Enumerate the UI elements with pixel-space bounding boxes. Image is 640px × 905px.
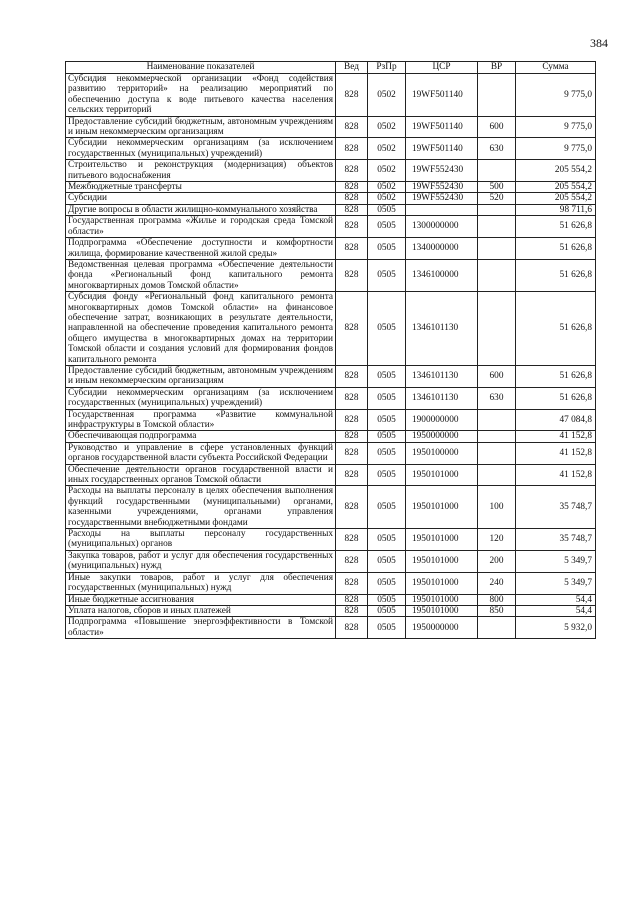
csr-cell: 1950101000 [406,464,478,486]
table-row [66,193,596,204]
vr-cell: 520 [478,193,516,204]
csr-cell: 1346101130 [406,292,478,366]
csr-cell: 1340000000 [406,238,478,260]
vr-cell: 120 [478,529,516,551]
table-row [66,292,596,366]
vr-cell [478,204,516,215]
csr-cell: 1950101000 [406,529,478,551]
rzpr-cell: 0502 [368,116,406,138]
ved-cell: 828 [336,182,368,193]
ved-cell: 828 [336,138,368,160]
table-row [66,617,596,639]
indicator-name-cell: Ведомственная целевая программа «Обеспечение деятельности фонда «Региональный фонд капитального ремонта многоквартирных домов Томской области» [66,259,336,291]
csr-cell: 1950100000 [406,442,478,464]
ved-cell: 828 [336,292,368,366]
ved-cell: 828 [336,442,368,464]
vr-cell: 630 [478,138,516,160]
sum-cell: 5 349,7 [516,572,596,594]
indicator-name-cell: Государственная программа «Развитие коммунальной инфраструктуры в Томской области» [66,409,336,431]
ved-cell: 828 [336,365,368,387]
table-row [66,442,596,464]
indicator-name-cell: Обеспечивающая подпрограмма [66,431,336,442]
sum-cell: 9 775,0 [516,74,596,117]
ved-cell: 828 [336,486,368,529]
table-row [66,259,596,291]
indicator-name-cell: Подпрограмма «Повышение энергоэффективности в Томской области» [66,617,336,639]
rzpr-cell: 0505 [368,486,406,529]
table-row [66,550,596,572]
sum-cell: 51 626,8 [516,259,596,291]
sum-cell: 98 711,6 [516,204,596,215]
indicator-name-cell: Государственная программа «Жилье и городская среда Томской области» [66,216,336,238]
sum-cell: 9 775,0 [516,116,596,138]
vr-cell [478,292,516,366]
ved-cell: 828 [336,160,368,182]
header-rzpr: РзПр [368,62,406,74]
csr-cell: 1346101130 [406,365,478,387]
rzpr-cell: 0505 [368,216,406,238]
vr-cell: 600 [478,365,516,387]
sum-cell: 51 626,8 [516,387,596,409]
csr-cell: 1900000000 [406,409,478,431]
vr-cell: 240 [478,572,516,594]
indicator-name-cell: Межбюджетные трансферты [66,182,336,193]
sum-cell: 51 626,8 [516,365,596,387]
sum-cell: 205 554,2 [516,160,596,182]
vr-cell [478,617,516,639]
csr-cell: 1950101000 [406,572,478,594]
rzpr-cell: 0502 [368,182,406,193]
rzpr-cell: 0505 [368,572,406,594]
rzpr-cell: 0505 [368,550,406,572]
indicator-name-cell: Строительство и реконструкция (модернизация) объектов питьевого водоснабжения [66,160,336,182]
vr-cell: 800 [478,594,516,605]
header-csr: ЦСР [406,62,478,74]
sum-cell: 54,4 [516,605,596,616]
table-header-row [66,62,596,74]
table-row [66,431,596,442]
vr-cell: 500 [478,182,516,193]
table-row [66,572,596,594]
vr-cell [478,259,516,291]
indicator-name-cell: Расходы на выплаты персоналу государственных (муниципальных) органов [66,529,336,551]
ved-cell: 828 [336,529,368,551]
indicator-name-cell: Иные бюджетные ассигнования [66,594,336,605]
table-row [66,138,596,160]
vr-cell: 100 [478,486,516,529]
indicator-name-cell: Обеспечение деятельности органов государственной власти и иных государственных органов Томской области [66,464,336,486]
vr-cell [478,160,516,182]
sum-cell: 5 349,7 [516,550,596,572]
csr-cell: 19WF501140 [406,116,478,138]
rzpr-cell: 0505 [368,617,406,639]
rzpr-cell: 0502 [368,193,406,204]
rzpr-cell: 0505 [368,529,406,551]
csr-cell [406,204,478,215]
vr-cell: 850 [478,605,516,616]
table-row [66,529,596,551]
vr-cell: 200 [478,550,516,572]
table-row [66,464,596,486]
table-row [66,387,596,409]
sum-cell: 51 626,8 [516,238,596,260]
vr-cell [478,409,516,431]
csr-cell: 1950101000 [406,486,478,529]
table-row [66,605,596,616]
indicator-name-cell: Предоставление субсидий бюджетным, автономным учреждениям и иным некоммерческим организациям [66,365,336,387]
indicator-name-cell: Иные закупки товаров, работ и услуг для обеспечения государственных (муниципальных) нужд [66,572,336,594]
sum-cell: 41 152,8 [516,431,596,442]
indicator-name-cell: Субсидии [66,193,336,204]
csr-cell: 1300000000 [406,216,478,238]
indicator-name-cell: Субсидии некоммерческим организациям (за исключением государственных (муниципальных) учреждений) [66,138,336,160]
rzpr-cell: 0505 [368,594,406,605]
sum-cell: 205 554,2 [516,193,596,204]
sum-cell: 5 932,0 [516,617,596,639]
table-row [66,594,596,605]
indicator-name-cell: Подпрограмма «Обеспечение доступности и комфортности жилища, формирование качественной жилой среды» [66,238,336,260]
csr-cell: 1346101130 [406,387,478,409]
sum-cell: 9 775,0 [516,138,596,160]
ved-cell: 828 [336,116,368,138]
rzpr-cell: 0505 [368,259,406,291]
vr-cell [478,238,516,260]
table-row [66,216,596,238]
csr-cell: 1950000000 [406,617,478,639]
indicator-name-cell: Субсидия фонду «Региональный фонд капитального ремонта многоквартирных домов Томской области» на финансовое обеспечение затрат, возникающих в результате деятельности, направленной на обеспечение проведения капитального ремонта общего имущества в многоквартирных домах на территории Томской области и создания условий для формирования фондов капитального ремонта [66,292,336,366]
ved-cell: 828 [336,594,368,605]
ved-cell: 828 [336,193,368,204]
sum-cell: 47 084,8 [516,409,596,431]
indicator-name-cell: Предоставление субсидий бюджетным, автономным учреждениям и иным некоммерческим организациям [66,116,336,138]
rzpr-cell: 0505 [368,409,406,431]
ved-cell: 828 [336,74,368,117]
table-row [66,486,596,529]
page-number: 384 [590,36,608,50]
vr-cell [478,431,516,442]
vr-cell [478,216,516,238]
sum-cell: 41 152,8 [516,464,596,486]
rzpr-cell: 0502 [368,160,406,182]
vr-cell [478,464,516,486]
indicator-name-cell: Субсидия некоммерческой организации «Фонд содействия развитию территорий» на реализацию мероприятий по обеспечению доступа к воде питьевого качества населения сельских территорий [66,74,336,117]
table-row [66,365,596,387]
table-row [66,160,596,182]
sum-cell: 54,4 [516,594,596,605]
rzpr-cell: 0505 [368,464,406,486]
sum-cell: 41 152,8 [516,442,596,464]
ved-cell: 828 [336,259,368,291]
indicator-name-cell: Закупка товаров, работ и услуг для обеспечения государственных (муниципальных) нужд [66,550,336,572]
table-body [66,74,596,639]
indicator-name-cell: Расходы на выплаты персоналу в целях обеспечения выполнения функций государственными (муниципальными) органами, казенными учреждениями, органами управления государственными внебюджетными фондами [66,486,336,529]
sum-cell: 51 626,8 [516,292,596,366]
rzpr-cell: 0505 [368,431,406,442]
csr-cell: 19WF501140 [406,74,478,117]
indicator-name-cell: Уплата налогов, сборов и иных платежей [66,605,336,616]
csr-cell: 1950101000 [406,605,478,616]
rzpr-cell: 0505 [368,365,406,387]
table-row [66,74,596,117]
csr-cell: 1950000000 [406,431,478,442]
ved-cell: 828 [336,605,368,616]
ved-cell: 828 [336,572,368,594]
csr-cell: 19WF552430 [406,182,478,193]
vr-cell: 600 [478,116,516,138]
sum-cell: 51 626,8 [516,216,596,238]
ved-cell: 828 [336,617,368,639]
rzpr-cell: 0505 [368,204,406,215]
vr-cell [478,442,516,464]
csr-cell: 1950101000 [406,550,478,572]
indicator-name-cell: Субсидии некоммерческим организациям (за исключением государственных (муниципальных) учреждений) [66,387,336,409]
vr-cell: 630 [478,387,516,409]
indicator-name-cell: Руководство и управление в сфере установленных функций органов государственной власти субъекта Российской Федерации [66,442,336,464]
ved-cell: 828 [336,204,368,215]
header-sum: Сумма [516,62,596,74]
table-row [66,182,596,193]
rzpr-cell: 0502 [368,138,406,160]
header-ved: Вед [336,62,368,74]
rzpr-cell: 0505 [368,605,406,616]
table-row [66,204,596,215]
ved-cell: 828 [336,216,368,238]
table-row [66,116,596,138]
csr-cell: 19WF552430 [406,160,478,182]
rzpr-cell: 0505 [368,442,406,464]
rzpr-cell: 0505 [368,238,406,260]
vr-cell [478,74,516,117]
table-row [66,238,596,260]
rzpr-cell: 0505 [368,292,406,366]
sum-cell: 205 554,2 [516,182,596,193]
header-vr: ВР [478,62,516,74]
rzpr-cell: 0502 [368,74,406,117]
budget-table [65,61,596,639]
indicator-name-cell: Другие вопросы в области жилищно-коммунального хозяйства [66,204,336,215]
csr-cell: 1950101000 [406,594,478,605]
sum-cell: 35 748,7 [516,486,596,529]
rzpr-cell: 0505 [368,387,406,409]
table-row [66,409,596,431]
ved-cell: 828 [336,464,368,486]
ved-cell: 828 [336,550,368,572]
csr-cell: 19WF552430 [406,193,478,204]
header-name: Наименование показателей [66,62,336,74]
ved-cell: 828 [336,238,368,260]
ved-cell: 828 [336,431,368,442]
csr-cell: 1346100000 [406,259,478,291]
sum-cell: 35 748,7 [516,529,596,551]
csr-cell: 19WF501140 [406,138,478,160]
ved-cell: 828 [336,409,368,431]
ved-cell: 828 [336,387,368,409]
